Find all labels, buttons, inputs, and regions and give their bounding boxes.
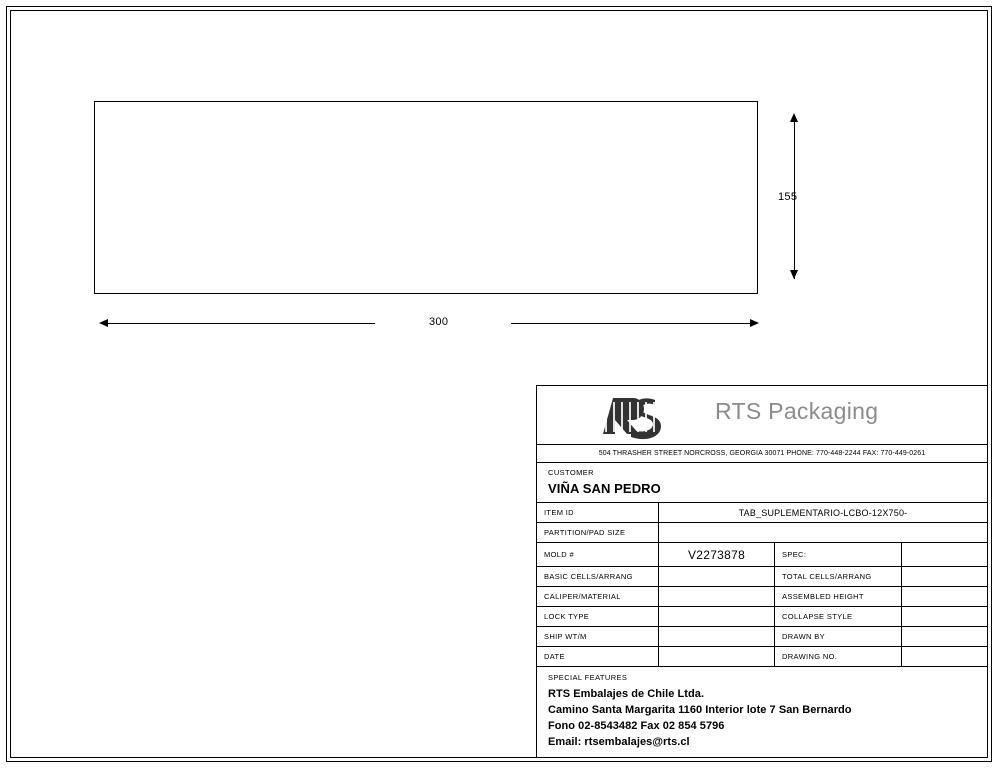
- table-row: [537, 587, 987, 607]
- field-label: ASSEMBLED HEIGHT: [775, 587, 902, 606]
- horizontal-dimension-line-right: [511, 323, 754, 324]
- arrow-right-icon: [750, 319, 759, 327]
- horizontal-dimension-line-left: [107, 323, 375, 324]
- field-value: [659, 567, 775, 586]
- field-label: CALIPER/MATERIAL: [537, 587, 659, 606]
- arrow-down-icon: [790, 270, 798, 279]
- field-label: MOLD #: [537, 543, 659, 566]
- table-row: [537, 567, 987, 587]
- customer-name: VIÑA SAN PEDRO: [548, 481, 661, 496]
- field-label: DRAWING NO.: [775, 647, 902, 666]
- field-value: [902, 607, 987, 626]
- field-value: [902, 543, 987, 566]
- footer-line: RTS Embalajes de Chile Ltda.: [548, 688, 705, 700]
- field-label: SHIP WT/M: [537, 627, 659, 646]
- arrow-up-icon: [790, 113, 798, 122]
- title-block: [536, 385, 988, 758]
- field-value: [902, 647, 987, 666]
- special-features-label: SPECIAL FEATURES: [548, 673, 628, 682]
- field-value: [659, 523, 987, 542]
- field-label: ITEM ID: [537, 503, 659, 522]
- field-label: LOCK TYPE: [537, 607, 659, 626]
- field-label: PARTITION/PAD SIZE: [537, 523, 659, 542]
- table-row: [537, 627, 987, 647]
- title-block-grid: [537, 502, 987, 667]
- field-value: [902, 567, 987, 586]
- table-row: [537, 503, 987, 523]
- table-row: [537, 543, 987, 567]
- customer-label: CUSTOMER: [548, 468, 594, 477]
- field-value: V2273878: [659, 543, 775, 566]
- field-value: [659, 587, 775, 606]
- arrow-left-icon: [99, 319, 108, 327]
- table-row: [537, 647, 987, 667]
- field-value: TAB_SUPLEMENTARIO-LCBO-12X750-: [738, 507, 908, 518]
- field-value: [659, 607, 775, 626]
- rts-logo-icon: [599, 392, 703, 440]
- company-address: 504 THRASHER STREET NORCROSS, GEORGIA 30071 PHONE: 770-448-2244 FAX: 770-449-0261: [537, 445, 987, 463]
- vertical-dimension-label: 155: [778, 191, 798, 203]
- field-label: DATE: [537, 647, 659, 666]
- field-label: TOTAL CELLS/ARRANG: [775, 567, 902, 586]
- horizontal-dimension-label: 300: [429, 316, 449, 328]
- field-value: [902, 627, 987, 646]
- footer-line: Email: rtsembalajes@rts.cl: [548, 736, 690, 748]
- field-label: COLLAPSE STYLE: [775, 607, 902, 626]
- field-value: [659, 627, 775, 646]
- field-label: DRAWN BY: [775, 627, 902, 646]
- footer-line: Fono 02-8543482 Fax 02 854 5796: [548, 720, 725, 732]
- table-row: [537, 607, 987, 627]
- footer-line: Camino Santa Margarita 1160 Interior lote 7 San Bernardo: [548, 704, 852, 716]
- field-label: SPEC:: [775, 543, 902, 566]
- logo-row: [537, 386, 987, 445]
- footer-address-block: [537, 684, 987, 750]
- field-value: [902, 587, 987, 606]
- part-outline-rectangle: [94, 101, 758, 294]
- field-value: [659, 647, 775, 666]
- logo-wordmark: RTS Packaging: [715, 398, 879, 424]
- table-row: [537, 523, 987, 543]
- field-label: BASIC CELLS/ARRANG: [537, 567, 659, 586]
